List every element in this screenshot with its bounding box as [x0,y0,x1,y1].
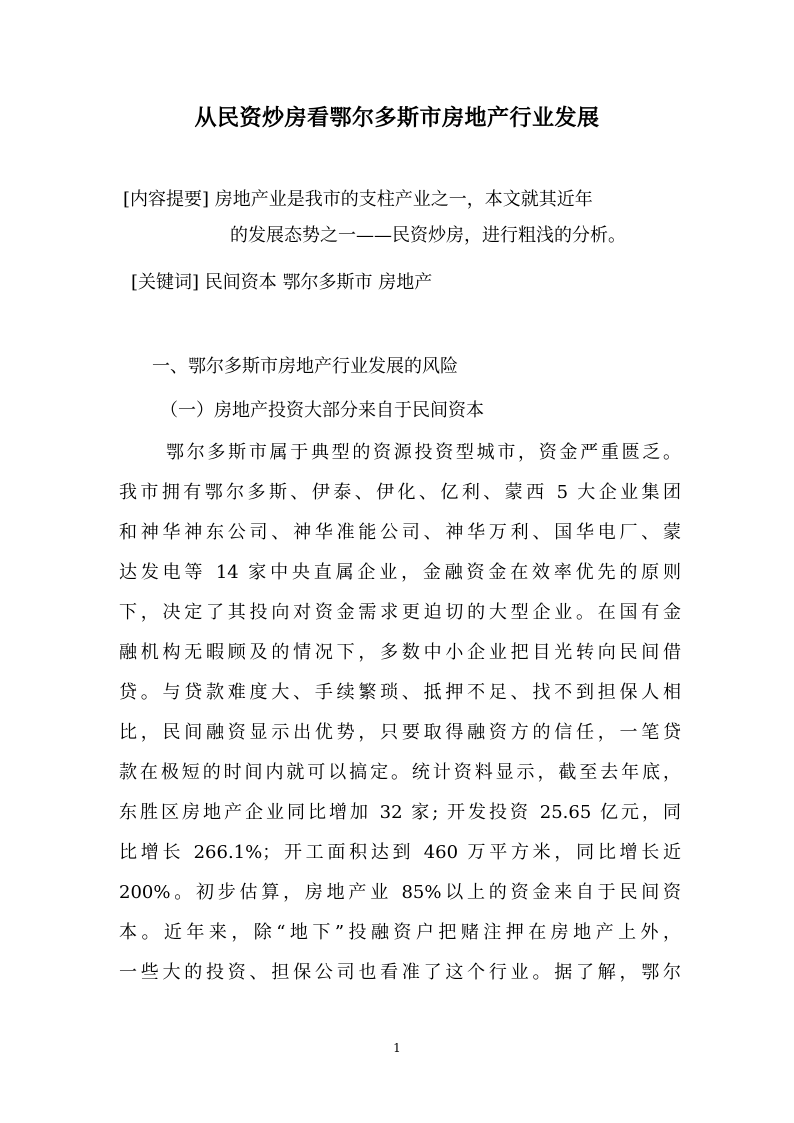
body-line: 和神华神东公司、神华准能公司、神华万利、国华电厂、蒙 [119,522,681,543]
section-heading: 一、鄂尔多斯市房地产行业发展的风险 [152,356,458,377]
abstract [123,182,683,254]
abstract-line: [内容提要] 房地产业是我市的支柱产业之一，本文就其近年 [123,189,593,210]
body-line: 贷。与贷款难度大、手续繁琐、抵押不足、找不到担保人相 [119,682,681,703]
body-line: 融机构无暇顾及的情况下，多数中小企业把目光转向民间借 [119,642,681,663]
body-line: 东胜区房地产企业同比增加 32 家; 开发投资 25.65 亿元，同 [119,802,681,823]
subsection-heading: （一）房地产投资大部分来自于民间资本 [160,400,484,421]
document-title: 从民资炒房看鄂尔多斯市房地产行业发展 [194,105,600,131]
abstract-line: 的发展态势之一——民资炒房，进行粗浅的分析。 [230,225,626,246]
body-paragraph [119,433,681,993]
body-line: 比增长 266.1%；开工面积达到 460 万平方米，同比增长近 [119,842,681,863]
body-line: 款在极短的时间内就可以搞定。统计资料显示，截至去年底， [119,762,681,783]
body-line: 鄂尔多斯市属于典型的资源投资型城市，资金严重匮乏。 [166,442,681,463]
body-line: 本。近年来，除“地下”投融资户把赌注押在房地产上外， [119,922,681,943]
page-number: 1 [393,1041,401,1055]
body-line: 200%。初步估算，房地产业 85%以上的资金来自于民间资 [119,882,681,903]
body-line: 我市拥有鄂尔多斯、伊泰、伊化、亿利、蒙西 5 大企业集团 [119,482,681,503]
keywords: [关键词] 民间资本 鄂尔多斯市 房地产 [131,272,433,293]
body-line: 一些大的投资、担保公司也看准了这个行业。据了解，鄂尔 [119,962,681,983]
body-line: 达发电等 14 家中央直属企业，金融资金在效率优先的原则 [119,562,681,583]
body-line: 比，民间融资显示出优势，只要取得融资方的信任，一笔贷 [119,722,681,743]
body-line: 下，决定了其投向对资金需求更迫切的大型企业。在国有金 [119,602,681,623]
